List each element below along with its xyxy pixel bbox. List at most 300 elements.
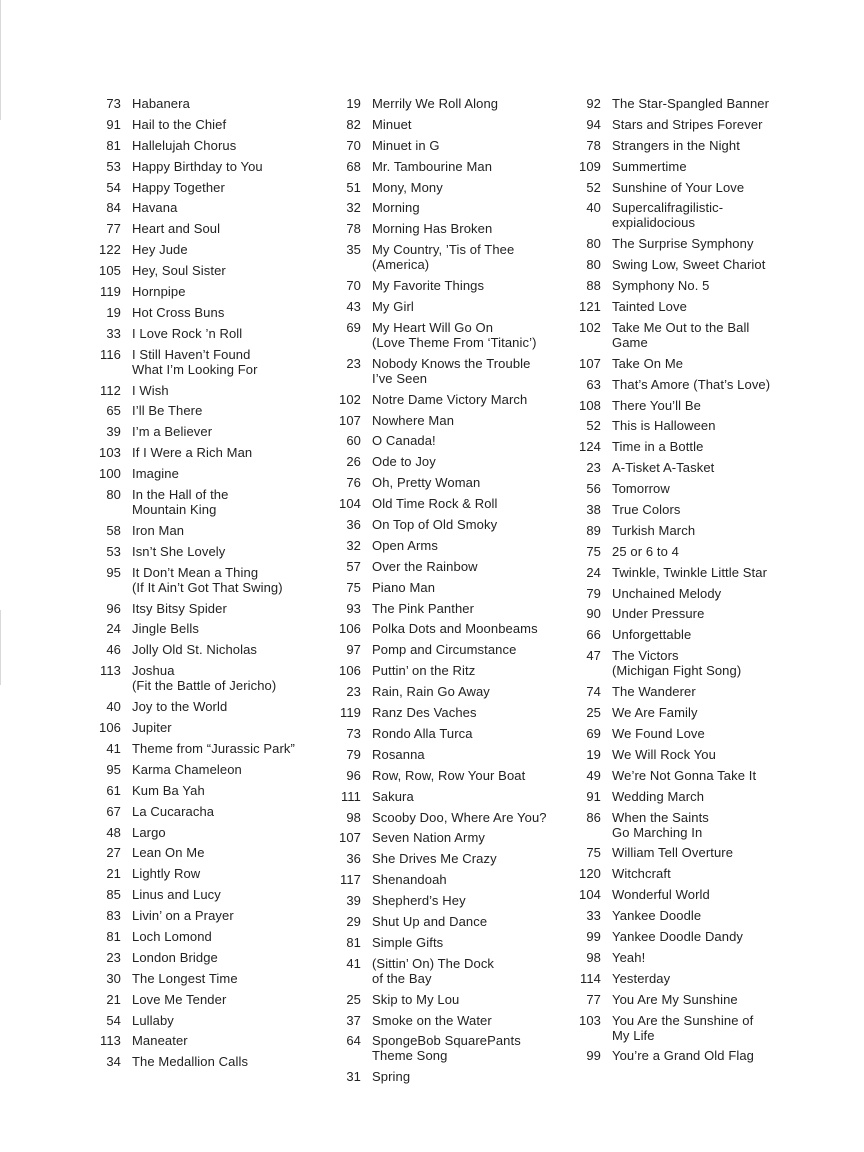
index-entry bbox=[332, 621, 582, 636]
song-title: I Love Rock ’n Roll bbox=[132, 325, 243, 341]
song-title: Nowhere Man bbox=[372, 412, 455, 428]
index-entry bbox=[572, 236, 822, 251]
song-title: Mr. Tambourine Man bbox=[372, 158, 493, 174]
index-entry bbox=[92, 720, 342, 735]
song-title: Witchcraft bbox=[612, 866, 671, 882]
song-title: We Found Love bbox=[612, 725, 705, 741]
song-title: That’s Amore (That’s Love) bbox=[612, 376, 771, 392]
page-number: 35 bbox=[346, 242, 361, 258]
page-number: 56 bbox=[586, 481, 601, 497]
page-number: 96 bbox=[106, 600, 121, 616]
page-number: 86 bbox=[586, 809, 601, 825]
index-entry bbox=[92, 326, 342, 341]
song-title: Yankee Doodle bbox=[612, 908, 702, 924]
index-entry bbox=[572, 887, 822, 902]
song-title: Wonderful World bbox=[612, 887, 710, 903]
song-title: The Longest Time bbox=[132, 970, 238, 986]
page-number: 24 bbox=[586, 564, 601, 580]
page-number: 36 bbox=[346, 517, 361, 533]
song-title: It Don’t Mean a Thing (If It Ain’t Got That Swing) bbox=[132, 564, 283, 595]
song-title: Tomorrow bbox=[612, 481, 670, 497]
index-entry bbox=[572, 502, 822, 517]
song-title: My Heart Will Go On (Love Theme From ‘Titanic’) bbox=[372, 319, 537, 350]
page-number: 79 bbox=[346, 746, 361, 762]
page-number: 85 bbox=[106, 887, 121, 903]
index-entry bbox=[332, 851, 582, 866]
song-title: Itsy Bitsy Spider bbox=[132, 600, 227, 616]
song-title: Take On Me bbox=[612, 355, 684, 371]
index-entry bbox=[572, 929, 822, 944]
page-number: 64 bbox=[346, 1033, 361, 1049]
song-title: Minuet in G bbox=[372, 137, 440, 153]
page-number: 51 bbox=[346, 179, 361, 195]
song-title: Lean On Me bbox=[132, 845, 205, 861]
index-entry bbox=[92, 200, 342, 215]
page-number: 99 bbox=[586, 928, 601, 944]
page-number: 74 bbox=[586, 684, 601, 700]
page-number: 39 bbox=[106, 424, 121, 440]
song-title: My Girl bbox=[372, 299, 414, 315]
index-entry bbox=[572, 866, 822, 881]
page-number: 116 bbox=[99, 346, 121, 362]
page-number: 104 bbox=[579, 887, 601, 903]
song-title: Imagine bbox=[132, 466, 179, 482]
page-number: 75 bbox=[346, 579, 361, 595]
song-title: Mony, Mony bbox=[372, 179, 443, 195]
index-entry bbox=[572, 138, 822, 153]
index-entry bbox=[572, 726, 822, 741]
index-entry bbox=[572, 523, 822, 538]
index-entry bbox=[332, 601, 582, 616]
page-number: 75 bbox=[586, 543, 601, 559]
song-title: In the Hall of the Mountain King bbox=[132, 487, 229, 518]
song-title: Yesterday bbox=[612, 970, 671, 986]
page-number: 49 bbox=[586, 767, 601, 783]
index-entry bbox=[572, 684, 822, 699]
index-entry bbox=[92, 466, 342, 481]
index-entry bbox=[572, 768, 822, 783]
song-title: Sakura bbox=[372, 788, 414, 804]
index-entry bbox=[92, 242, 342, 257]
page-edge-mark-top bbox=[0, 0, 1, 120]
song-title: You Are My Sunshine bbox=[612, 991, 738, 1007]
index-entry bbox=[92, 117, 342, 132]
index-entry bbox=[572, 565, 822, 580]
index-entry bbox=[332, 914, 582, 929]
page-number: 39 bbox=[346, 893, 361, 909]
song-title: Shenandoah bbox=[372, 872, 447, 888]
index-entry bbox=[92, 263, 342, 278]
page-number: 37 bbox=[346, 1012, 361, 1028]
index-entry bbox=[572, 908, 822, 923]
index-entry bbox=[92, 825, 342, 840]
index-entry bbox=[92, 487, 342, 517]
song-title: Isn’t She Lovely bbox=[132, 543, 226, 559]
page-number: 92 bbox=[586, 96, 601, 111]
song-title: Happy Together bbox=[132, 179, 225, 195]
page-number: 119 bbox=[99, 284, 121, 300]
song-title: I Wish bbox=[132, 382, 169, 398]
index-entry bbox=[332, 517, 582, 532]
index-entry bbox=[332, 956, 582, 986]
index-entry bbox=[332, 935, 582, 950]
page-number: 54 bbox=[106, 179, 121, 195]
page-number: 117 bbox=[339, 872, 361, 888]
song-title: Habanera bbox=[132, 96, 190, 111]
page-number: 93 bbox=[346, 600, 361, 616]
page-number: 96 bbox=[346, 767, 361, 783]
song-title: Symphony No. 5 bbox=[612, 278, 710, 294]
page-number: 124 bbox=[579, 439, 601, 455]
index-entry bbox=[332, 320, 582, 350]
index-entry bbox=[572, 200, 822, 230]
index-entry bbox=[572, 950, 822, 965]
index-entry bbox=[572, 398, 822, 413]
index-entry bbox=[332, 705, 582, 720]
song-title: My Country, ’Tis of Thee (America) bbox=[372, 242, 515, 273]
index-entry bbox=[572, 299, 822, 314]
song-title: 25 or 6 to 4 bbox=[612, 543, 679, 559]
song-title: I Still Haven’t Found What I’m Looking For bbox=[132, 346, 258, 377]
index-entry bbox=[572, 992, 822, 1007]
song-title: Merrily We Roll Along bbox=[372, 96, 499, 111]
song-title: Theme from “Jurassic Park” bbox=[132, 740, 295, 756]
song-title: Largo bbox=[132, 824, 166, 840]
song-title: Open Arms bbox=[372, 537, 438, 553]
page-number: 102 bbox=[579, 319, 601, 335]
song-title: Simple Gifts bbox=[372, 934, 444, 950]
index-entry bbox=[332, 180, 582, 195]
page-number: 103 bbox=[579, 1012, 601, 1028]
index-entry bbox=[572, 257, 822, 272]
index-entry bbox=[332, 475, 582, 490]
page-number: 48 bbox=[106, 824, 121, 840]
page-number: 75 bbox=[586, 845, 601, 861]
page-number: 88 bbox=[586, 278, 601, 294]
page-number: 70 bbox=[346, 278, 361, 294]
index-entry bbox=[92, 445, 342, 460]
page-number: 43 bbox=[346, 299, 361, 315]
page-number: 46 bbox=[106, 642, 121, 658]
song-title: Piano Man bbox=[372, 579, 436, 595]
index-entry bbox=[572, 747, 822, 762]
page-number: 107 bbox=[339, 830, 361, 846]
page-number: 108 bbox=[579, 397, 601, 413]
song-title: Rondo Alla Turca bbox=[372, 725, 473, 741]
song-title: Shepherd’s Hey bbox=[372, 893, 466, 909]
song-title: Swing Low, Sweet Chariot bbox=[612, 257, 766, 273]
song-title: Iron Man bbox=[132, 522, 185, 538]
page-number: 33 bbox=[586, 908, 601, 924]
page-number: 78 bbox=[346, 221, 361, 237]
index-entry bbox=[572, 96, 822, 111]
index-entry bbox=[572, 845, 822, 860]
song-title: Hail to the Chief bbox=[132, 116, 227, 132]
index-entry bbox=[92, 284, 342, 299]
index-entry bbox=[332, 1033, 582, 1063]
song-title: Take Me Out to the Ball Game bbox=[612, 319, 750, 350]
index-entry bbox=[332, 96, 582, 111]
index-entry bbox=[92, 180, 342, 195]
index-entry bbox=[332, 642, 582, 657]
song-title: If I Were a Rich Man bbox=[132, 445, 253, 461]
song-title: Supercalifragilistic- expialidocious bbox=[612, 200, 724, 231]
page-number: 91 bbox=[106, 116, 121, 132]
page-number: 107 bbox=[339, 412, 361, 428]
index-entry bbox=[572, 789, 822, 804]
index-entry bbox=[572, 439, 822, 454]
song-title: The Medallion Calls bbox=[132, 1054, 249, 1070]
page-number: 19 bbox=[106, 304, 121, 320]
page-number: 61 bbox=[106, 782, 121, 798]
song-title: Yeah! bbox=[612, 949, 646, 965]
index-entry bbox=[332, 221, 582, 236]
song-title: Smoke on the Water bbox=[372, 1012, 492, 1028]
page-number: 23 bbox=[106, 949, 121, 965]
index-entry bbox=[92, 845, 342, 860]
page-number: 58 bbox=[106, 522, 121, 538]
index-entry bbox=[92, 221, 342, 236]
song-title: Summertime bbox=[612, 158, 687, 174]
page-number: 41 bbox=[346, 955, 361, 971]
page-number: 80 bbox=[586, 236, 601, 252]
index-entry bbox=[572, 117, 822, 132]
song-title: Karma Chameleon bbox=[132, 761, 242, 777]
index-entry bbox=[92, 383, 342, 398]
page-number: 98 bbox=[586, 949, 601, 965]
page-number: 34 bbox=[106, 1054, 121, 1070]
index-entry bbox=[92, 565, 342, 595]
page-number: 94 bbox=[586, 116, 601, 132]
page-number: 57 bbox=[346, 558, 361, 574]
song-title: Havana bbox=[132, 200, 178, 216]
song-title: Row, Row, Row Your Boat bbox=[372, 767, 526, 783]
page-number: 99 bbox=[586, 1048, 601, 1064]
page-number: 32 bbox=[346, 200, 361, 216]
song-title: Kum Ba Yah bbox=[132, 782, 205, 798]
page-number: 54 bbox=[106, 1012, 121, 1028]
page-number: 119 bbox=[339, 705, 361, 721]
page-number: 106 bbox=[339, 621, 361, 637]
page-number: 32 bbox=[346, 537, 361, 553]
page-number: 60 bbox=[346, 433, 361, 449]
song-title: Unchained Melody bbox=[612, 585, 722, 601]
song-title: La Cucaracha bbox=[132, 803, 215, 819]
page-number: 111 bbox=[340, 788, 361, 804]
index-entry bbox=[332, 830, 582, 845]
song-title: I’m a Believer bbox=[132, 424, 213, 440]
index-entry bbox=[332, 299, 582, 314]
page-number: 23 bbox=[346, 355, 361, 371]
song-title: Hey Jude bbox=[132, 242, 188, 258]
page-number: 90 bbox=[586, 606, 601, 622]
song-title: Spring bbox=[372, 1069, 411, 1085]
song-title: Heart and Soul bbox=[132, 221, 221, 237]
page-number: 29 bbox=[346, 913, 361, 929]
index-entry bbox=[92, 347, 342, 377]
index-entry bbox=[572, 971, 822, 986]
song-title: Morning bbox=[372, 200, 420, 216]
index-entry bbox=[92, 1033, 342, 1048]
page-number: 77 bbox=[106, 221, 121, 237]
page-number: 76 bbox=[346, 475, 361, 491]
song-title: Under Pressure bbox=[612, 606, 705, 622]
index-entry bbox=[572, 1013, 822, 1043]
index-entry bbox=[332, 580, 582, 595]
page-number: 26 bbox=[346, 454, 361, 470]
song-title: Seven Nation Army bbox=[372, 830, 485, 846]
song-title: Old Time Rock & Roll bbox=[372, 496, 498, 512]
song-title: I’ll Be There bbox=[132, 403, 203, 419]
index-entry bbox=[92, 929, 342, 944]
song-title: The Surprise Symphony bbox=[612, 236, 754, 252]
page-number: 25 bbox=[586, 705, 601, 721]
index-entry bbox=[572, 648, 822, 678]
page-number: 70 bbox=[346, 137, 361, 153]
song-title: Polka Dots and Moonbeams bbox=[372, 621, 538, 637]
page-number: 105 bbox=[99, 263, 121, 279]
page-number: 66 bbox=[586, 627, 601, 643]
song-title: Rain, Rain Go Away bbox=[372, 684, 490, 700]
song-title: You Are the Sunshine of My Life bbox=[612, 1012, 754, 1043]
page-number: 41 bbox=[106, 740, 121, 756]
page-number: 81 bbox=[106, 137, 121, 153]
song-title: Minuet bbox=[372, 116, 412, 132]
index-entry bbox=[92, 523, 342, 538]
index-entry bbox=[572, 544, 822, 559]
song-title: We’re Not Gonna Take It bbox=[612, 767, 757, 783]
page-number: 33 bbox=[106, 325, 121, 341]
song-title: Puttin’ on the Ritz bbox=[372, 663, 476, 679]
index-entry bbox=[92, 138, 342, 153]
index-entry bbox=[92, 866, 342, 881]
page-number: 113 bbox=[99, 1033, 121, 1049]
page-number: 98 bbox=[346, 809, 361, 825]
song-title: The Pink Panther bbox=[372, 600, 475, 616]
page-number: 38 bbox=[586, 502, 601, 518]
index-entry bbox=[92, 783, 342, 798]
song-title: We Are Family bbox=[612, 705, 698, 721]
song-title: Ranz Des Vaches bbox=[372, 705, 477, 721]
page-number: 19 bbox=[346, 96, 361, 111]
song-title: Over the Rainbow bbox=[372, 558, 478, 574]
page-number: 89 bbox=[586, 522, 601, 538]
index-entry bbox=[572, 320, 822, 350]
index-entry bbox=[92, 544, 342, 559]
song-title: You’re a Grand Old Flag bbox=[612, 1048, 755, 1064]
index-entry bbox=[332, 872, 582, 887]
song-title: Lullaby bbox=[132, 1012, 174, 1028]
page-number: 83 bbox=[106, 908, 121, 924]
song-title: Twinkle, Twinkle Little Star bbox=[612, 564, 768, 580]
index-entry bbox=[572, 418, 822, 433]
page-number: 63 bbox=[586, 376, 601, 392]
song-title: Time in a Bottle bbox=[612, 439, 704, 455]
page-number: 25 bbox=[346, 991, 361, 1007]
song-title: She Drives Me Crazy bbox=[372, 851, 497, 867]
page-number: 78 bbox=[586, 137, 601, 153]
page-number: 106 bbox=[99, 720, 121, 736]
song-title: The Wanderer bbox=[612, 684, 696, 700]
song-title: Tainted Love bbox=[612, 299, 687, 315]
index-entry bbox=[332, 1013, 582, 1028]
index-entry bbox=[332, 356, 582, 386]
song-title: London Bridge bbox=[132, 949, 218, 965]
index-entry bbox=[92, 1013, 342, 1028]
index-entry bbox=[572, 586, 822, 601]
song-title: Linus and Lucy bbox=[132, 887, 221, 903]
index-entry bbox=[92, 1054, 342, 1069]
song-title: Hot Cross Buns bbox=[132, 304, 225, 320]
song-title: Unforgettable bbox=[612, 627, 692, 643]
page-number: 82 bbox=[346, 116, 361, 132]
song-title: Jupiter bbox=[132, 720, 172, 736]
page-number: 79 bbox=[586, 585, 601, 601]
index-entry bbox=[92, 159, 342, 174]
page-number: 77 bbox=[586, 991, 601, 1007]
song-title: True Colors bbox=[612, 502, 681, 518]
song-title: Nobody Knows the Trouble I’ve Seen bbox=[372, 355, 531, 386]
page-number: 121 bbox=[579, 299, 601, 315]
index-entry bbox=[332, 684, 582, 699]
index-entry bbox=[572, 356, 822, 371]
index-entry bbox=[92, 642, 342, 657]
page-number: 112 bbox=[99, 382, 121, 398]
song-title: Pomp and Circumstance bbox=[372, 642, 517, 658]
index-entry bbox=[332, 559, 582, 574]
page-number: 65 bbox=[106, 403, 121, 419]
index-entry bbox=[92, 663, 342, 693]
index-entry bbox=[572, 159, 822, 174]
page-number: 36 bbox=[346, 851, 361, 867]
song-title: Hey, Soul Sister bbox=[132, 263, 226, 279]
song-title: Stars and Stripes Forever bbox=[612, 116, 763, 132]
song-title: Hornpipe bbox=[132, 284, 186, 300]
page-number: 52 bbox=[586, 179, 601, 195]
song-title: SpongeBob SquarePants Theme Song bbox=[372, 1033, 521, 1064]
page-number: 81 bbox=[106, 928, 121, 944]
index-entry bbox=[332, 159, 582, 174]
index-entry bbox=[332, 138, 582, 153]
page-number: 109 bbox=[579, 158, 601, 174]
page-number: 40 bbox=[586, 200, 601, 216]
page-number: 73 bbox=[346, 725, 361, 741]
song-title: Lightly Row bbox=[132, 866, 201, 882]
page-number: 107 bbox=[579, 355, 601, 371]
page-number: 103 bbox=[99, 445, 121, 461]
song-title: Jingle Bells bbox=[132, 621, 199, 637]
song-title: Shut Up and Dance bbox=[372, 913, 488, 929]
index-entry bbox=[92, 621, 342, 636]
index-column-1 bbox=[92, 96, 342, 1075]
index-entry bbox=[92, 305, 342, 320]
index-entry bbox=[332, 200, 582, 215]
index-entry bbox=[572, 278, 822, 293]
index-entry bbox=[92, 950, 342, 965]
index-column-2 bbox=[332, 96, 582, 1090]
song-title: O Canada! bbox=[372, 433, 436, 449]
page-number: 23 bbox=[586, 460, 601, 476]
index-entry bbox=[92, 699, 342, 714]
page-number: 80 bbox=[106, 487, 121, 503]
index-entry bbox=[92, 601, 342, 616]
page-number: 69 bbox=[346, 319, 361, 335]
index-entry bbox=[92, 762, 342, 777]
page-number: 69 bbox=[586, 725, 601, 741]
song-title: Jolly Old St. Nicholas bbox=[132, 642, 258, 658]
song-title: This is Halloween bbox=[612, 418, 716, 434]
song-title: Happy Birthday to You bbox=[132, 158, 263, 174]
